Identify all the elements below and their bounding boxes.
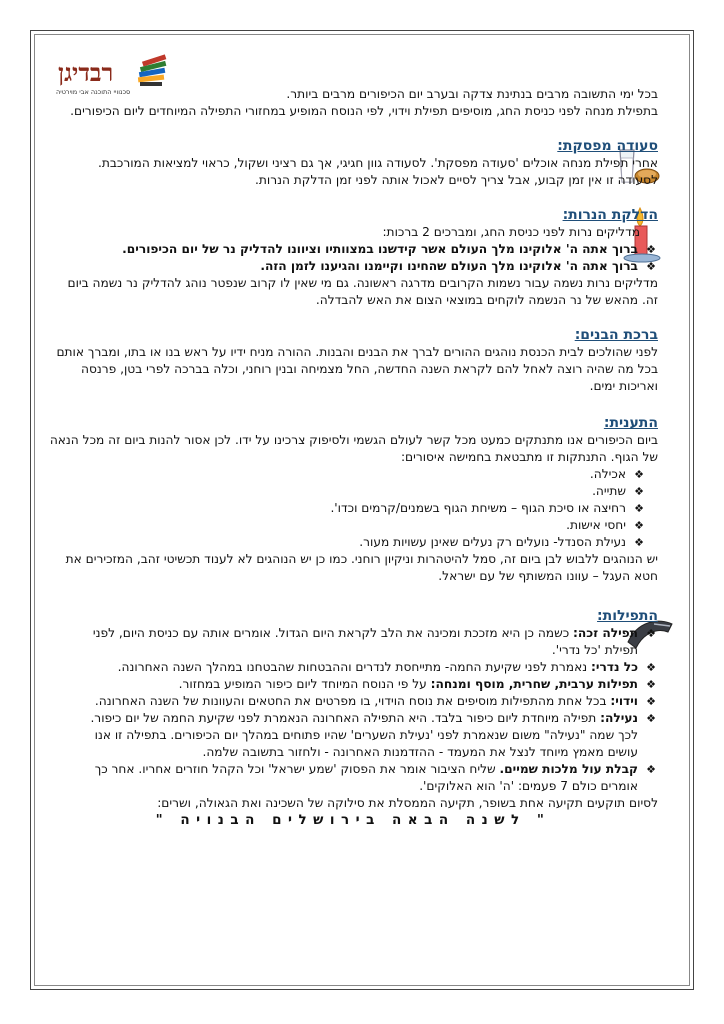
list-item: ❖ וידוי: בכל אחת מהתפילות מוסיפים את נוסח הוידוי, בו מפרטים את החטאים והעוונות של השנה האחרונה. [94, 694, 656, 708]
list-item: ❖ קבלת עול מלכות שמיים. שליח הציבור אומר את הפסוק 'שמע ישראל' וכל הקהל חוזרים אחריו. אחר כך אומרים כולם 7 פעמים: 'ה' הוא האלוקים'. [94, 762, 656, 793]
logo-subtitle: סכנוויי התוכנה אבי מוירטיה [56, 88, 131, 96]
intro-section [48, 86, 658, 120]
nerot-heading: הדלקת הנרות: [562, 207, 658, 223]
closing-line: לסיום תוקעים תקיעה אחת בשופר, תקיעה הממסלת את סילוקה של השכינה ואת הגאולה, ושרים: [157, 796, 658, 810]
prayers-list [48, 625, 658, 795]
blessings-list [48, 241, 658, 275]
list-item: ❖ ברוך אתה ה' אלוקינו מלך העולם אשר קידשנו במצוותיו וציוונו להדליק נר של יום הכיפורים. [122, 242, 656, 256]
list-item: ❖ ברוך אתה ה' אלוקינו מלך העולם שהחינו וקיימנו והגיענו לזמן הזה. [260, 259, 656, 273]
intro-line-1: בכל ימי התשובה מרבים בנתינת צדקה ובערב יום הכיפורים מרבים ביותר. [286, 87, 658, 101]
list-item: ❖ יחסי אישות. [566, 518, 644, 532]
list-item: ❖ כל נדרי: נאמרת לפני שקיעת החמה- מתייחסת לנדרים וההבטחות שהבטחנו במהלך השנה האחרונה. [117, 660, 656, 674]
banim-heading: ברכת הבנים: [574, 327, 658, 343]
taanit-text-2: יש הנוהגים ללבוש לבן ביום זה, סמל להיטהרות וניקיון רוחני. כמו כן יש הנוהגים לא לענוד תכשיטי זהב, המזכירים את חטא העגל – עוונו המשותף של עם ישראל. [65, 552, 658, 583]
seuda-text: אחרי תפילת מנחה אוכלים 'סעודה מפסקת'. לסעודה גוון חגיגי, אך גם רציני ושקול, כראוי למציאות המורכבת. לסעודה זו אין זמן קבוע, אבל צריך לסיים לאכול אותה לפני זמן הדלקת הנרות. [97, 156, 658, 187]
tefilot-heading: התפילות: [597, 608, 658, 624]
nerot-text: מדליקים נרות נשמה עבור נשמות הקרובים מדרגה ראשונה. גם מי שאין לו קרוב שנפטר נוהג להדליק נר נשמה ביום זה. מהאש של נר הנשמה לוקחים במוצאי הצום את האש להבדלה. [67, 276, 658, 307]
list-item: ❖ תפילה זכה: כשמה כן היא מזככת ומכינה את הלב לקראת היום הגדול. אומרים אותה עם כניסת היום, לפני תפילת 'כל נדרי'. [92, 626, 656, 657]
list-item: ❖ שתייה. [592, 484, 644, 498]
tefilot-section [48, 607, 658, 829]
prohibitions-list [48, 466, 658, 551]
seuda-section [48, 137, 658, 189]
nerot-intro: מדליקים נרות לפני כניסת החג, ומברכים 2 ברכות: [382, 225, 640, 239]
logo-text: רבדיגן [58, 58, 114, 87]
list-item: ❖ אכילה. [589, 467, 644, 481]
list-item: ❖ נעילת הסנדל- נועלים רק נעלים שאינן עשויות מעור. [359, 535, 644, 549]
taanit-text: ביום הכיפורים אנו מתנתקים כמעט מכל קשר לעולם הגשמי ולסיפוק צרכינו על ידו. לכן אסור להנות ביום זה מכל הנאה של הגוף. התנתקות זו מתבטאת בחמישה איסורים: [49, 433, 658, 464]
nerot-section [48, 206, 658, 309]
intro-line-2: בתפילת מנחה לפני כניסת החג, מוסיפים תפילת וידוי, לפי הנוסח המופיע במחזורי התפילה המיוחדים ליום הכיפורים. [70, 104, 658, 118]
list-item: ❖ תפילות ערבית, שחרית, מוסף ומנחה: על פי הנוסח המיוחד ליום כיפור המופיע במחזור. [178, 677, 656, 691]
taanit-section [48, 414, 658, 585]
final-song: " לשנה הבאה בירושלים הבנויה " [155, 812, 551, 828]
banim-section [48, 326, 658, 395]
document-body [48, 86, 658, 829]
list-item: ❖ נעילה: תפילה מיוחדת ליום כיפור בלבד. היא התפילה האחרונה הנאמרת לפני שקיעת החמה של יום כיפור. לכך שמה "נעילה" משום שנאמרת לפני 'נעילת השערים' שהיו פתוחים במהלך יום הכיפורים. בתפילה זו אנו עושים מאמץ מיוחד לנצל את המעמד - ההזדמנות האחרונה - ולחזור בתשובה שלמה. [90, 711, 656, 759]
seuda-heading: סעודה מפסקת: [557, 138, 658, 154]
taanit-heading: התענית: [603, 415, 658, 431]
banim-text: לפני שהולכים לבית הכנסת נוהגים ההורים לברך את הבנים והבנות. ההורה מניח ידיו על ראש בנו או בתו, ומברך אותם בכל מה שהיה רוצה לאחל להם לקראת השנה החדשה, החל מצמיחה ובנין רוחני, וכלה בברכה לפרי בטן, פרנסה ואריכות ימים. [56, 345, 658, 393]
list-item: ❖ רחיצה או סיכת הגוף – משיחת הגוף בשמנים/קרמים וכדו'. [330, 501, 644, 515]
